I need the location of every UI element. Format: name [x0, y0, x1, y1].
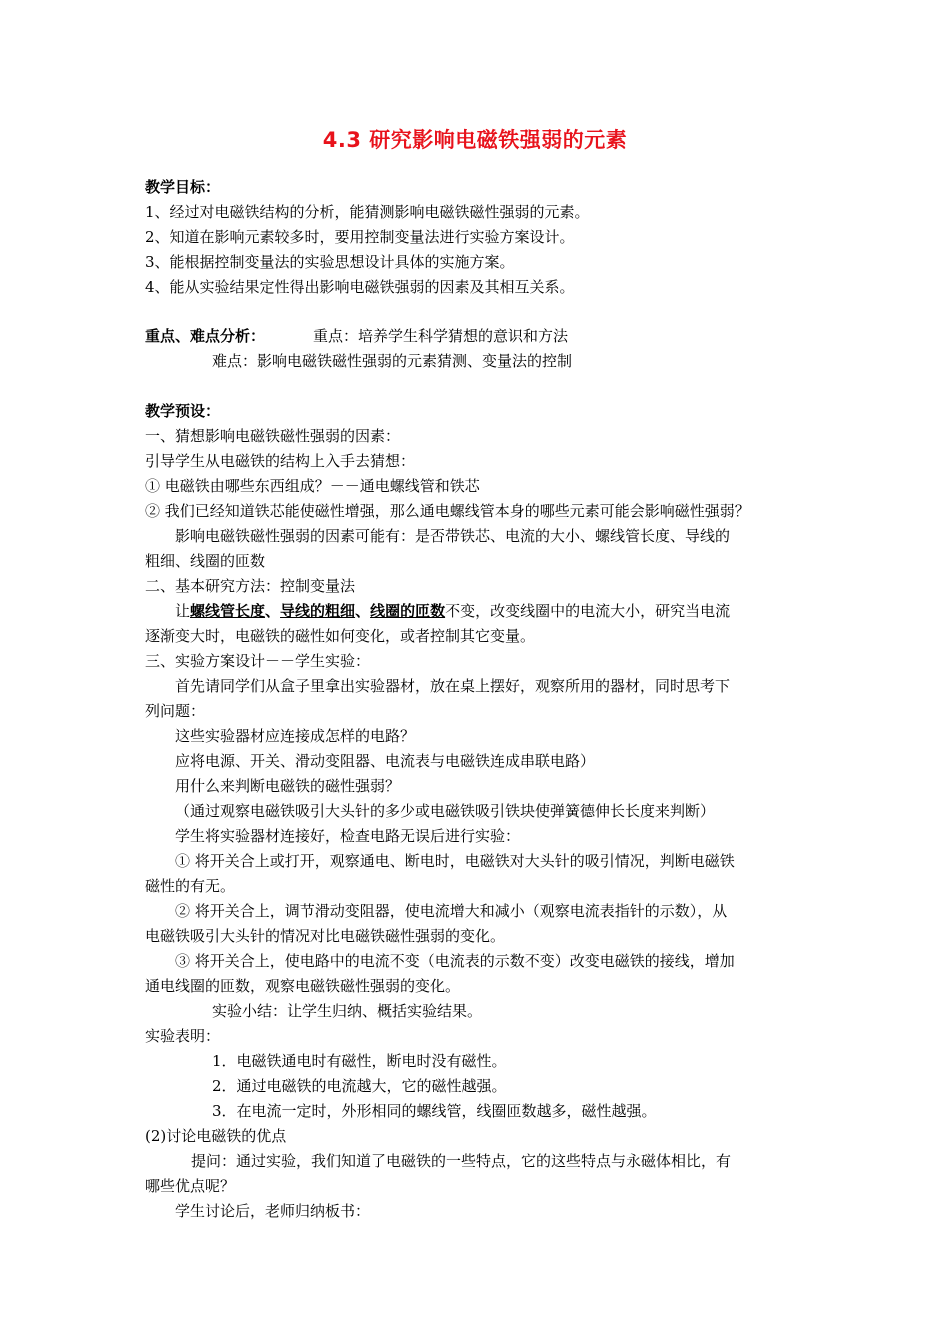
part-2-question-line-2: 哪些优点呢？: [145, 1177, 236, 1195]
separator-2: 、: [355, 602, 371, 620]
goal-item-4: 4、能从实验结果定性得出影响电磁铁强弱的因素及其相互关系。: [145, 278, 575, 296]
variable-coil-turns: 线圈的匝数: [370, 602, 446, 620]
experiment-1-line-2: 磁性的有无。: [145, 877, 236, 895]
variable-wire-thickness: 导线的粗细: [280, 602, 356, 620]
preset-heading: 教学预设：: [145, 402, 221, 420]
page-title: 4.3 研究影响电磁铁强弱的元素: [322, 128, 628, 152]
separator-1: 、: [265, 602, 281, 620]
goal-item-3: 3、能根据控制变量法的实验思想设计具体的实施方案。: [145, 253, 515, 271]
section-1-question-2: ② 我们已经知道铁芯能使磁性增强，那么通电螺线管本身的哪些元素可能会影响磁性强弱？: [145, 502, 750, 520]
goals-heading: 教学目标：: [145, 178, 221, 196]
result-item-3: 3．在电流一定时，外形相同的螺线管，线圈匝数越多，磁性越强。: [212, 1102, 657, 1120]
section-1-guide: 引导学生从电磁铁的结构上入手去猜想：: [145, 452, 416, 470]
section-1-factors-line-2: 粗细、线圈的匝数: [145, 552, 266, 570]
section-1-title: 一、猜想影响电磁铁磁性强弱的因素：: [145, 427, 401, 445]
result-item-1: 1．电磁铁通电时有磁性，断电时没有磁性。: [212, 1052, 507, 1070]
section-3-answer-2: （通过观察电磁铁吸引大头针的多少或电磁铁吸引铁块使弹簧德伸长长度来判断）: [175, 802, 716, 820]
section-3-answer-1: 应将电源、开关、滑动变阻器、电流表与电磁铁连成串联电路）: [175, 752, 596, 770]
section-1-factors-line-1: 影响电磁铁磁性强弱的因素可能有：是否带铁芯、电流的大小、螺线管长度、导线的: [175, 527, 731, 545]
experiment-2-line-2: 电磁铁吸引大头针的情况对比电磁铁磁性强弱的变化。: [145, 927, 506, 945]
section-1-question-1: ① 电磁铁由哪些东西组成？－－通电螺线管和铁芯: [145, 477, 480, 495]
section-2-text-post: 不变，改变线圈中的电流大小，研究当电流: [445, 602, 731, 620]
part-2-question-line-1: 提问：通过实验，我们知道了电磁铁的一些特点，它的这些特点与永磁体相比，有: [191, 1152, 732, 1170]
difficult-point: 难点：影响电磁铁磁性强弱的元素猜测、变量法的控制: [212, 352, 573, 370]
section-3-connect: 学生将实验器材连接好，检查电路无误后进行实验：: [175, 827, 521, 845]
goal-item-1: 1、经过对电磁铁结构的分析，能猜测影响电磁铁磁性强弱的元素。: [145, 203, 590, 221]
focus-heading: 重点、难点分析：: [145, 327, 266, 345]
experiment-3-line-1: ③ 将开关合上，使电路中的电流不变（电流表的示数不变）改变电磁铁的接线，增加: [175, 952, 735, 970]
section-3-title: 三、实验方案设计－－学生实验：: [145, 652, 371, 670]
results-heading: 实验表明：: [145, 1027, 221, 1045]
section-2-text-pre: 让: [175, 602, 191, 620]
key-point: 重点：培养学生科学猜想的意识和方法: [313, 327, 569, 345]
experiment-2-line-1: ② 将开关合上，调节滑动变阻器，使电流增大和减小（观察电流表指针的示数），从: [175, 902, 728, 920]
section-2-line-1: [175, 601, 730, 621]
section-3-intro-line-1: 首先请同学们从盒子里拿出实验器材，放在桌上摆好，观察所用的器材，同时思考下: [175, 677, 731, 695]
part-2-discussion: 学生讨论后，老师归纳板书：: [175, 1202, 371, 1220]
section-3-question-1: 这些实验器材应连接成怎样的电路？: [175, 727, 416, 745]
section-2-line-2: 逐渐变大时，电磁铁的磁性如何变化，或者控制其它变量。: [145, 627, 536, 645]
experiment-summary: 实验小结：让学生归纳、概括实验结果。: [212, 1002, 483, 1020]
result-item-2: 2．通过电磁铁的电流越大，它的磁性越强。: [212, 1077, 507, 1095]
part-2-title: (2)讨论电磁铁的优点: [145, 1127, 287, 1145]
goal-item-2: 2、知道在影响元素较多时，要用控制变量法进行实验方案设计。: [145, 228, 575, 246]
section-2-title: 二、基本研究方法：控制变量法: [145, 577, 356, 595]
experiment-1-line-1: ① 将开关合上或打开，观察通电、断电时，电磁铁对大头针的吸引情况，判断电磁铁: [175, 852, 735, 870]
experiment-3-line-2: 通电线圈的匝数，观察电磁铁磁性强弱的变化。: [145, 977, 461, 995]
section-3-intro-line-2: 列问题：: [145, 702, 206, 720]
variable-solenoid-length: 螺线管长度: [190, 602, 266, 620]
section-3-question-2: 用什么来判断电磁铁的磁性强弱？: [175, 777, 401, 795]
